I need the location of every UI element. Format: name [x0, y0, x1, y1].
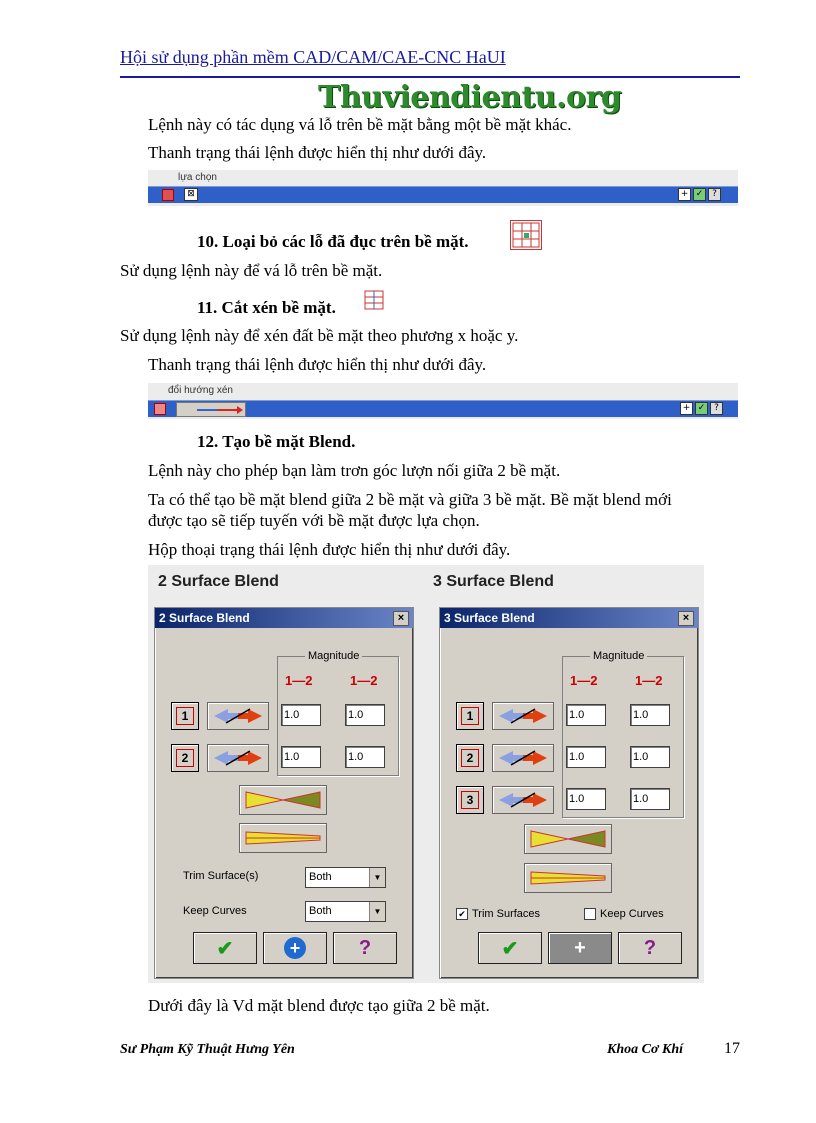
flip-3-button[interactable]	[492, 786, 554, 814]
apply-button[interactable]: +	[548, 932, 612, 964]
col-2-header: 1—2	[635, 673, 663, 688]
caption-2-surface: 2 Surface Blend	[158, 573, 279, 590]
footer-left: Sư Phạm Kỹ Thuật Hưng Yên	[120, 1042, 295, 1057]
blend-shape-taper-button[interactable]	[524, 863, 612, 893]
surface-2-label: 2	[461, 749, 479, 767]
dialog-3-surface-blend	[439, 607, 699, 979]
paragraph-4: Sử dụng lệnh này để xén đất bề mặt theo phương x hoặc y.	[120, 326, 519, 345]
checkbox-checked-icon: ✔	[456, 908, 468, 920]
paragraph-5: Thanh trạng thái lệnh được hiển thị như dưới đây.	[148, 355, 487, 374]
flip-direction-button[interactable]	[176, 402, 246, 417]
status-bar-1-actions	[678, 188, 721, 201]
paragraph-8: Hộp thoại trạng thái lệnh được hiển thị như dưới đây.	[148, 540, 511, 559]
surface-1-label: 1	[461, 707, 479, 725]
footer-right: Khoa Cơ Khí	[607, 1042, 683, 1057]
col-1-header: 1—2	[285, 673, 313, 688]
status-bar-2	[148, 383, 738, 419]
close-icon[interactable]: ×	[678, 611, 694, 626]
magnitude-2-1-field[interactable]: 1.0	[566, 746, 606, 768]
blend-shape-x-button[interactable]	[524, 824, 612, 854]
section-10-title: 10. Loại bỏ các lỗ đã đục trên bề mặt.	[197, 232, 469, 251]
magnitude-1-1-field[interactable]: 1.0	[566, 704, 606, 726]
paragraph-6: Lệnh này cho phép bạn làm trơn góc lượn nối giữa 2 bề mặt.	[148, 461, 561, 480]
keep-curves-label: Keep Curves	[600, 908, 664, 920]
paragraph-7b: được tạo sẽ tiếp tuyến với bề mặt được lựa chọn.	[148, 511, 480, 530]
dialog-title: 2 Surface Blend	[159, 611, 250, 625]
surface-1-button[interactable]	[456, 702, 484, 730]
ok-icon[interactable]: ✓	[695, 402, 708, 415]
surface-2-label: 2	[176, 749, 194, 767]
trim-icon[interactable]	[154, 403, 166, 415]
keep-curves-value: Both	[309, 905, 332, 917]
surface-1-label: 1	[176, 707, 194, 725]
keep-curves-label: Keep Curves	[183, 905, 247, 917]
caption-3-surface: 3 Surface Blend	[433, 573, 554, 590]
dialog-title: 3 Surface Blend	[444, 611, 535, 625]
apply-button[interactable]	[263, 932, 327, 964]
watermark-logo: Thuviendientu.org	[318, 80, 622, 115]
surface-3-button[interactable]	[456, 786, 484, 814]
trim-surface-icon	[364, 290, 384, 310]
select-cursor-icon[interactable]: ⊠	[184, 188, 198, 201]
keep-curves-select[interactable]	[305, 901, 386, 922]
section-12-title: 12. Tạo bề mặt Blend.	[197, 432, 356, 451]
blend-shape-x-button[interactable]	[239, 785, 327, 815]
paragraph-7a: Ta có thể tạo bề mặt blend giữa 2 bề mặt và giữa 3 bề mặt. Bề mặt blend mới	[148, 490, 672, 509]
chevron-down-icon: ▼	[369, 868, 385, 887]
header-rule	[120, 76, 740, 78]
trim-surfaces-checkbox[interactable]	[456, 908, 540, 920]
magnitude-3-2-field[interactable]: 1.0	[630, 788, 670, 810]
flip-1-button[interactable]	[492, 702, 554, 730]
hole-icon[interactable]	[162, 189, 174, 201]
magnitude-2-1-field[interactable]: 1.0	[281, 746, 321, 768]
paragraph-3: Sử dụng lệnh này để vá lỗ trên bề mặt.	[120, 261, 383, 280]
col-1-header: 1—2	[570, 673, 598, 688]
magnitude-1-2-field[interactable]: 1.0	[630, 704, 670, 726]
trim-surfaces-select[interactable]	[305, 867, 386, 888]
flip-2-button[interactable]	[492, 744, 554, 772]
chevron-down-icon: ▼	[369, 902, 385, 921]
status-bar-1	[148, 170, 738, 206]
magnitude-1-1-field[interactable]: 1.0	[281, 704, 321, 726]
dialog-title-bar	[440, 608, 698, 628]
apply-icon[interactable]: +	[678, 188, 691, 201]
magnitude-label: Magnitude	[305, 650, 362, 662]
magnitude-1-2-field[interactable]: 1.0	[345, 704, 385, 726]
dialog-2-surface-blend	[154, 607, 414, 979]
help-button[interactable]: ?	[618, 932, 682, 964]
trim-surfaces-label: Trim Surface(s)	[183, 870, 259, 882]
section-11-title: 11. Cắt xén bề mặt.	[197, 298, 336, 317]
magnitude-label: Magnitude	[590, 650, 647, 662]
paragraph-2: Thanh trạng thái lệnh được hiển thị như dưới đây.	[148, 143, 487, 162]
plus-icon: +	[284, 937, 306, 959]
help-icon[interactable]: ?	[710, 402, 723, 415]
col-2-header: 1—2	[350, 673, 378, 688]
help-button[interactable]: ?	[333, 932, 397, 964]
remove-holes-icon	[510, 220, 542, 250]
blend-shape-taper-button[interactable]	[239, 823, 327, 853]
surface-2-button[interactable]	[456, 744, 484, 772]
flip-1-button[interactable]	[207, 702, 269, 730]
flip-2-button[interactable]	[207, 744, 269, 772]
status-bar-1-strip	[148, 186, 738, 203]
surface-2-button[interactable]	[171, 744, 199, 772]
surface-3-label: 3	[461, 791, 479, 809]
page-number: 17	[724, 1040, 740, 1057]
dialog-title-bar	[155, 608, 413, 628]
page-header: Hội sử dụng phần mềm CAD/CAM/CAE-CNC HaUI	[120, 47, 506, 67]
paragraph-9: Dưới đây là Vd mặt blend được tạo giữa 2 bề mặt.	[148, 996, 490, 1015]
keep-curves-checkbox[interactable]	[584, 908, 664, 920]
ok-button[interactable]: ✔	[478, 932, 542, 964]
close-icon[interactable]: ×	[393, 611, 409, 626]
magnitude-2-2-field[interactable]: 1.0	[630, 746, 670, 768]
status-bar-2-actions	[680, 402, 723, 415]
apply-icon[interactable]: +	[680, 402, 693, 415]
status-bar-1-label: lựa chọn	[178, 172, 217, 183]
status-bar-2-label: đổi hướng xén	[168, 385, 233, 396]
paragraph-1: Lệnh này có tác dụng vá lỗ trên bề mặt bằng một bề mặt khác.	[148, 115, 572, 134]
trim-surfaces-value: Both	[309, 871, 332, 883]
magnitude-2-2-field[interactable]: 1.0	[345, 746, 385, 768]
help-icon[interactable]: ?	[708, 188, 721, 201]
ok-button[interactable]: ✔	[193, 932, 257, 964]
ok-icon[interactable]: ✓	[693, 188, 706, 201]
surface-1-button[interactable]	[171, 702, 199, 730]
trim-surfaces-label: Trim Surfaces	[472, 908, 541, 920]
magnitude-3-1-field[interactable]: 1.0	[566, 788, 606, 810]
checkbox-unchecked-icon	[584, 908, 596, 920]
